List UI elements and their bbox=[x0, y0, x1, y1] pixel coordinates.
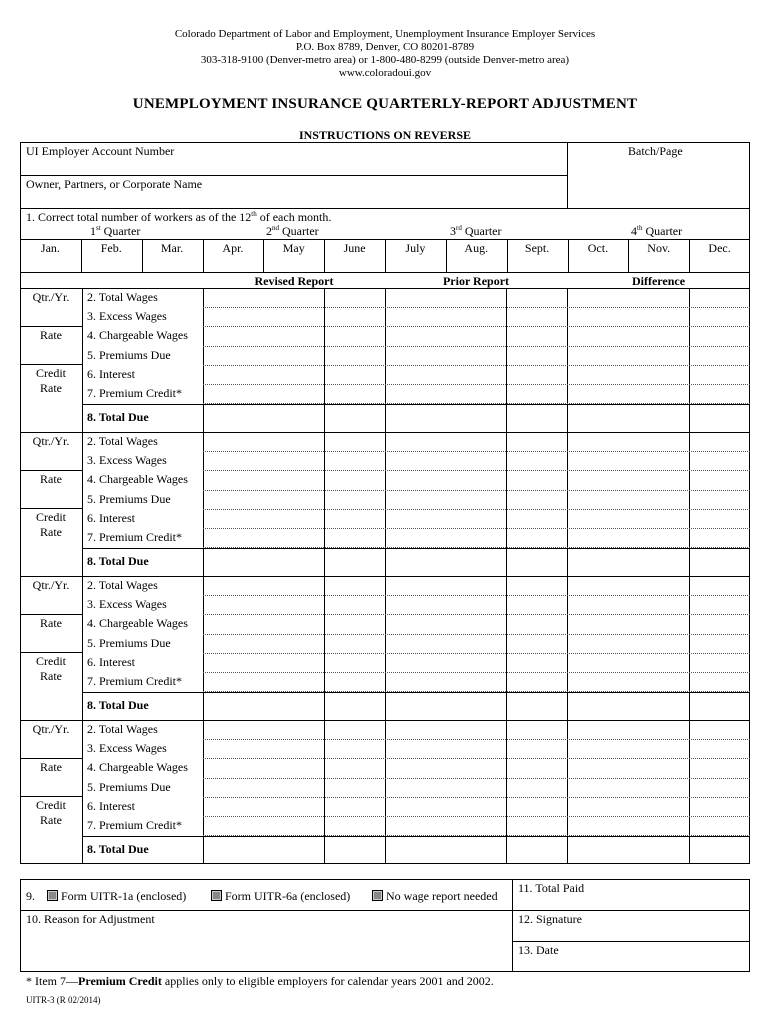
revised-amount-input[interactable] bbox=[204, 654, 384, 671]
difference-amount-input[interactable] bbox=[568, 577, 749, 594]
revised-total-input[interactable] bbox=[204, 838, 384, 862]
form-id: UITR-3 (R 02/2014) bbox=[26, 995, 101, 1005]
line-item-label: 3. Excess Wages bbox=[87, 741, 167, 756]
revised-amount-input[interactable] bbox=[204, 721, 384, 738]
option-uitr-6a[interactable]: Form UITR-6a (enclosed) bbox=[211, 889, 350, 904]
line-item-label: 5. Premiums Due bbox=[87, 779, 171, 794]
revised-amount-input[interactable] bbox=[204, 491, 384, 508]
month-worker-count-input[interactable] bbox=[22, 256, 79, 270]
line-item-label: 7. Premium Credit* bbox=[87, 674, 182, 688]
prior-amount-input[interactable] bbox=[386, 366, 566, 383]
line-item-label: 4. Chargeable Wages bbox=[87, 760, 188, 775]
month-label: Feb. bbox=[100, 241, 122, 255]
revised-amount-input[interactable] bbox=[204, 577, 384, 594]
revised-amount-input[interactable] bbox=[204, 529, 384, 546]
footnote: * Item 7—Premium Credit applies only to eligible employers for calendar years 2001 and 2002. bbox=[26, 974, 494, 988]
difference-amount-input[interactable] bbox=[568, 385, 749, 402]
month-worker-count-input[interactable] bbox=[387, 256, 444, 270]
credit-rate-label: Rate bbox=[40, 813, 62, 827]
month-label: Apr. bbox=[222, 241, 244, 255]
credit-rate-label: Credit bbox=[36, 366, 66, 380]
agency-name: Colorado Department of Labor and Employment, Unemployment Insurance Employer Services bbox=[174, 28, 596, 40]
month-worker-count-input[interactable] bbox=[630, 256, 687, 270]
credit-rate-label: Credit bbox=[36, 654, 66, 668]
option-no-wage-report[interactable]: No wage report needed bbox=[372, 889, 498, 904]
difference-total-input[interactable] bbox=[568, 694, 749, 718]
line-item-label: 5. Premiums Due bbox=[87, 635, 171, 650]
prior-amount-input[interactable] bbox=[386, 347, 566, 364]
revised-amount-input[interactable] bbox=[204, 635, 384, 652]
revised-amount-input[interactable] bbox=[204, 779, 384, 796]
difference-amount-input[interactable] bbox=[568, 529, 749, 546]
revised-amount-input[interactable] bbox=[204, 327, 384, 344]
difference-amount-input[interactable] bbox=[568, 654, 749, 671]
revised-amount-input[interactable] bbox=[204, 308, 384, 325]
line-item-label: 3. Excess Wages bbox=[87, 597, 167, 612]
month-label: Jan. bbox=[40, 241, 60, 255]
month-worker-count-input[interactable] bbox=[144, 256, 201, 270]
line-item-label: 6. Interest bbox=[87, 366, 135, 381]
revised-amount-input[interactable] bbox=[204, 452, 384, 469]
revised-total-input[interactable] bbox=[204, 694, 384, 718]
prior-amount-input[interactable] bbox=[386, 491, 566, 508]
agency-address: P.O. Box 8789, Denver, CO 80201-8789 bbox=[295, 41, 475, 53]
line-item-label: 7. Premium Credit* bbox=[87, 530, 182, 544]
date-input[interactable] bbox=[515, 957, 747, 971]
difference-amount-input[interactable] bbox=[568, 471, 749, 488]
line-item-label: 2. Total Wages bbox=[87, 578, 158, 592]
prior-amount-input[interactable] bbox=[386, 385, 566, 402]
month-worker-count-input[interactable] bbox=[265, 256, 322, 270]
month-worker-count-input[interactable] bbox=[448, 256, 505, 270]
line-item-label: 4. Chargeable Wages bbox=[87, 616, 188, 631]
checkbox-icon[interactable] bbox=[211, 890, 222, 901]
checkbox-icon[interactable] bbox=[372, 890, 383, 901]
prior-amount-input[interactable] bbox=[386, 721, 566, 738]
difference-amount-input[interactable] bbox=[568, 433, 749, 450]
difference-total-input[interactable] bbox=[568, 838, 749, 862]
month-worker-count-input[interactable] bbox=[509, 256, 566, 270]
difference-amount-input[interactable] bbox=[568, 759, 749, 776]
form-subtitle: INSTRUCTIONS ON REVERSE bbox=[298, 128, 472, 142]
credit-rate-label: Rate bbox=[40, 525, 62, 539]
revised-amount-input[interactable] bbox=[204, 740, 384, 757]
month-worker-count-input[interactable] bbox=[691, 256, 748, 270]
revised-amount-input[interactable] bbox=[204, 471, 384, 488]
difference-amount-input[interactable] bbox=[568, 721, 749, 738]
month-label: Dec. bbox=[708, 241, 731, 255]
line-item-label: 5. Premiums Due bbox=[87, 347, 171, 362]
month-worker-count-input[interactable] bbox=[83, 256, 140, 270]
prior-amount-input[interactable] bbox=[386, 327, 566, 344]
line-item-label: 4. Chargeable Wages bbox=[87, 328, 188, 343]
prior-amount-input[interactable] bbox=[386, 471, 566, 488]
total-due-label: 8. Total Due bbox=[87, 410, 149, 424]
prior-amount-input[interactable] bbox=[386, 529, 566, 546]
month-label: Nov. bbox=[647, 241, 671, 255]
revised-amount-input[interactable] bbox=[204, 615, 384, 632]
line-item-label: 3. Excess Wages bbox=[87, 309, 167, 324]
signature-label: 12. Signature bbox=[518, 912, 582, 926]
revised-amount-input[interactable] bbox=[204, 798, 384, 815]
prior-amount-input[interactable] bbox=[386, 433, 566, 450]
difference-amount-input[interactable] bbox=[568, 510, 749, 527]
line-item-label: 5. Premiums Due bbox=[87, 491, 171, 506]
revised-total-input[interactable] bbox=[204, 406, 384, 430]
revised-amount-input[interactable] bbox=[204, 759, 384, 776]
quarter-1-label: 1st Quarter bbox=[90, 224, 141, 238]
line-item-label: 4. Chargeable Wages bbox=[87, 472, 188, 487]
rate-label: Rate bbox=[40, 472, 62, 486]
date-label: 13. Date bbox=[518, 943, 559, 957]
quarter-3-label: 3rd Quarter bbox=[450, 224, 502, 238]
difference-amount-input[interactable] bbox=[568, 817, 749, 834]
month-label: June bbox=[343, 241, 366, 255]
revised-amount-input[interactable] bbox=[204, 347, 384, 364]
item-9-label: 9. bbox=[26, 889, 35, 903]
rate-label: Rate bbox=[40, 760, 62, 774]
total-due-label: 8. Total Due bbox=[87, 842, 149, 856]
line-item-label: 7. Premium Credit* bbox=[87, 386, 182, 400]
line-item-label: 6. Interest bbox=[87, 798, 135, 813]
batch-page-input[interactable] bbox=[570, 160, 746, 204]
difference-amount-input[interactable] bbox=[568, 347, 749, 364]
revised-total-input[interactable] bbox=[204, 550, 384, 574]
difference-amount-input[interactable] bbox=[568, 289, 749, 306]
prior-amount-input[interactable] bbox=[386, 289, 566, 306]
difference-amount-input[interactable] bbox=[568, 491, 749, 508]
line-item-label: 6. Interest bbox=[87, 654, 135, 669]
owner-name-input[interactable] bbox=[24, 192, 564, 207]
difference-header: Difference bbox=[631, 274, 686, 288]
agency-website: www.coloradoui.gov bbox=[338, 67, 432, 79]
month-label: Mar. bbox=[160, 241, 184, 255]
revised-amount-input[interactable] bbox=[204, 673, 384, 690]
quarter-2-label: 2nd Quarter bbox=[266, 224, 319, 238]
qtr-yr-label: Qtr./Yr. bbox=[32, 722, 70, 736]
prior-amount-input[interactable] bbox=[386, 779, 566, 796]
difference-total-input[interactable] bbox=[568, 406, 749, 430]
line-item-label: 7. Premium Credit* bbox=[87, 818, 182, 832]
prior-total-input[interactable] bbox=[386, 406, 566, 430]
reason-input[interactable] bbox=[24, 927, 508, 969]
difference-amount-input[interactable] bbox=[568, 308, 749, 325]
difference-amount-input[interactable] bbox=[568, 615, 749, 632]
prior-amount-input[interactable] bbox=[386, 798, 566, 815]
difference-amount-input[interactable] bbox=[568, 366, 749, 383]
month-label: Aug. bbox=[464, 241, 489, 255]
difference-amount-input[interactable] bbox=[568, 779, 749, 796]
total-paid-input[interactable] bbox=[515, 895, 747, 909]
revised-report-header: Revised Report bbox=[254, 274, 334, 288]
prior-amount-input[interactable] bbox=[386, 759, 566, 776]
prior-amount-input[interactable] bbox=[386, 308, 566, 325]
qtr-yr-label: Qtr./Yr. bbox=[32, 290, 70, 304]
rate-label: Rate bbox=[40, 616, 62, 630]
prior-total-input[interactable] bbox=[386, 550, 566, 574]
revised-amount-input[interactable] bbox=[204, 366, 384, 383]
difference-amount-input[interactable] bbox=[568, 452, 749, 469]
difference-amount-input[interactable] bbox=[568, 635, 749, 652]
difference-amount-input[interactable] bbox=[568, 798, 749, 815]
month-worker-count-input[interactable] bbox=[205, 256, 262, 270]
option-uitr-1a[interactable]: Form UITR-1a (enclosed) bbox=[47, 889, 186, 904]
workers-label: 1. Correct total number of workers as of the 12th of each month. bbox=[26, 210, 332, 224]
revised-amount-input[interactable] bbox=[204, 433, 384, 450]
prior-total-input[interactable] bbox=[386, 694, 566, 718]
prior-amount-input[interactable] bbox=[386, 673, 566, 690]
month-label: Sept. bbox=[524, 241, 550, 255]
credit-rate-label: Credit bbox=[36, 798, 66, 812]
month-label: July bbox=[405, 241, 426, 255]
prior-amount-input[interactable] bbox=[386, 654, 566, 671]
prior-amount-input[interactable] bbox=[386, 452, 566, 469]
prior-total-input[interactable] bbox=[386, 838, 566, 862]
month-worker-count-input[interactable] bbox=[570, 256, 627, 270]
batch-page-label: Batch/Page bbox=[628, 144, 683, 158]
line-item-label: 3. Excess Wages bbox=[87, 453, 167, 468]
rate-label: Rate bbox=[40, 328, 62, 342]
signature-input[interactable] bbox=[515, 926, 747, 940]
total-due-label: 8. Total Due bbox=[87, 698, 149, 712]
credit-rate-label: Credit bbox=[36, 510, 66, 524]
agency-phones: 303-318-9100 (Denver-metro area) or 1-800-480-8299 (outside Denver-metro area) bbox=[200, 54, 570, 66]
reason-label: 10. Reason for Adjustment bbox=[26, 912, 155, 926]
revised-amount-input[interactable] bbox=[204, 385, 384, 402]
prior-amount-input[interactable] bbox=[386, 817, 566, 834]
checkbox-icon[interactable] bbox=[47, 890, 58, 901]
quarter-4-label: 4th Quarter bbox=[631, 224, 683, 238]
account-number-label: UI Employer Account Number bbox=[26, 144, 175, 158]
month-label: Oct. bbox=[587, 241, 609, 255]
difference-amount-input[interactable] bbox=[568, 740, 749, 757]
total-due-label: 8. Total Due bbox=[87, 554, 149, 568]
line-item-label: 2. Total Wages bbox=[87, 434, 158, 448]
prior-amount-input[interactable] bbox=[386, 740, 566, 757]
prior-amount-input[interactable] bbox=[386, 596, 566, 613]
prior-amount-input[interactable] bbox=[386, 635, 566, 652]
revised-amount-input[interactable] bbox=[204, 596, 384, 613]
revised-amount-input[interactable] bbox=[204, 817, 384, 834]
account-number-input[interactable] bbox=[24, 158, 564, 174]
difference-amount-input[interactable] bbox=[568, 596, 749, 613]
owner-name-label: Owner, Partners, or Corporate Name bbox=[26, 177, 203, 191]
line-item-label: 6. Interest bbox=[87, 510, 135, 525]
difference-total-input[interactable] bbox=[568, 550, 749, 574]
total-paid-label: 11. Total Paid bbox=[518, 881, 585, 895]
qtr-yr-label: Qtr./Yr. bbox=[32, 434, 70, 448]
revised-amount-input[interactable] bbox=[204, 289, 384, 306]
difference-amount-input[interactable] bbox=[568, 673, 749, 690]
line-item-label: 2. Total Wages bbox=[87, 290, 158, 304]
revised-amount-input[interactable] bbox=[204, 510, 384, 527]
month-worker-count-input[interactable] bbox=[326, 256, 383, 270]
prior-amount-input[interactable] bbox=[386, 615, 566, 632]
credit-rate-label: Rate bbox=[40, 381, 62, 395]
prior-amount-input[interactable] bbox=[386, 510, 566, 527]
form-title: UNEMPLOYMENT INSURANCE QUARTERLY-REPORT ADJUSTMENT bbox=[132, 96, 638, 112]
difference-amount-input[interactable] bbox=[568, 327, 749, 344]
prior-report-header: Prior Report bbox=[442, 274, 510, 288]
month-label: May bbox=[282, 241, 305, 255]
prior-amount-input[interactable] bbox=[386, 577, 566, 594]
line-item-label: 2. Total Wages bbox=[87, 722, 158, 736]
qtr-yr-label: Qtr./Yr. bbox=[32, 578, 70, 592]
credit-rate-label: Rate bbox=[40, 669, 62, 683]
